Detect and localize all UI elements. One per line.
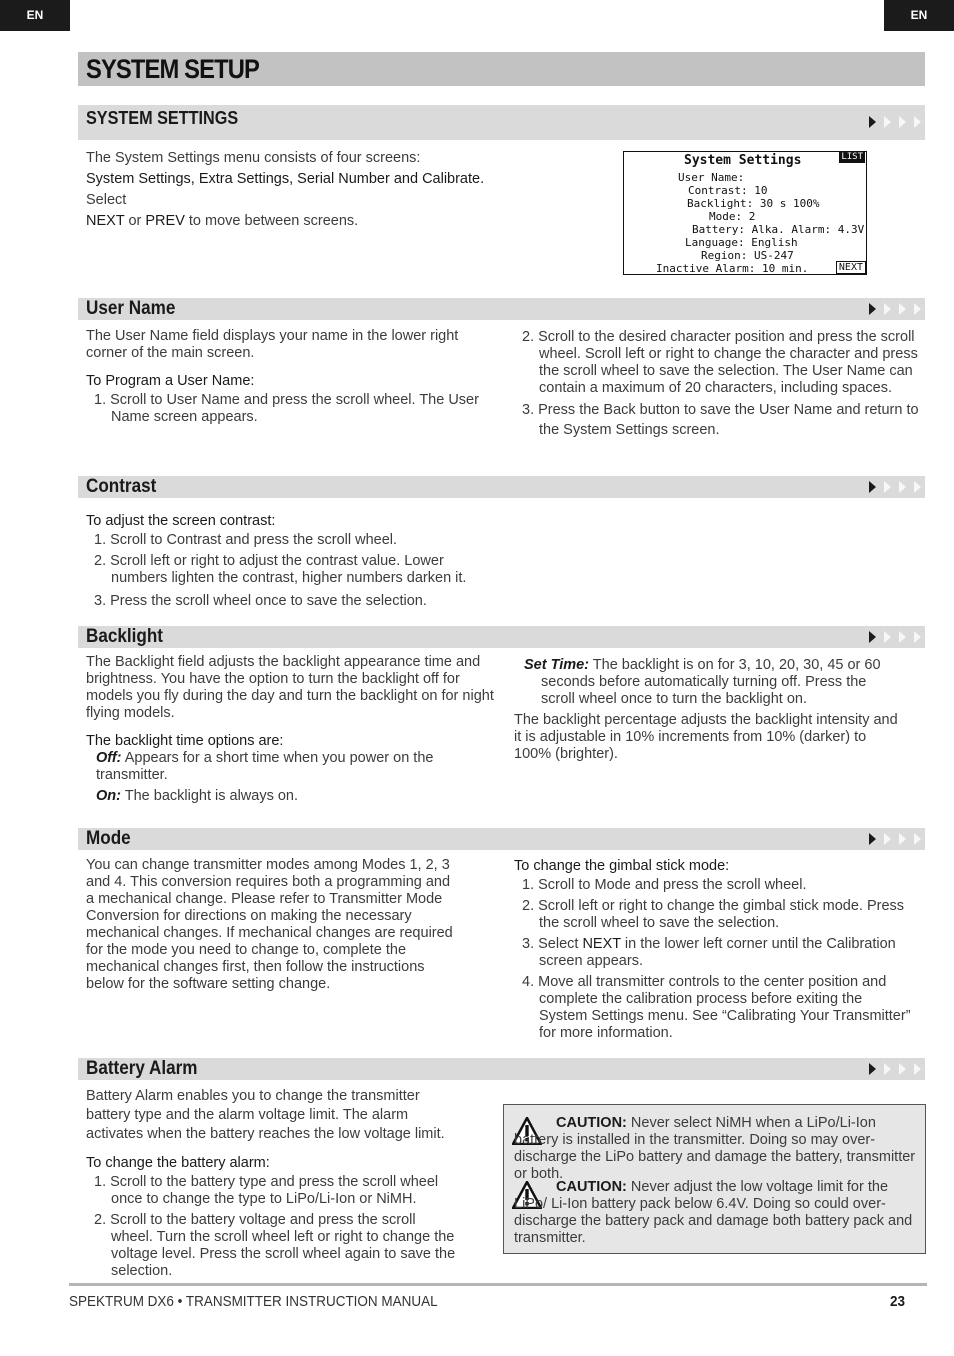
section-title-mode: Mode	[86, 828, 131, 849]
caution-text-2: CAUTION: Never adjust the low voltage limit for the LiPo/ Li-Ion battery pack below 6.4V. Doing so could over-discharge the battery pack and damage both battery pack and transmitter.	[514, 1179, 913, 1246]
arrow-icons	[869, 1063, 921, 1075]
page-title: SYSTEM SETUP	[86, 54, 259, 84]
screen-language: Language: English	[685, 236, 798, 249]
section-title-user-name: User Name	[86, 298, 176, 319]
section-title-battery-alarm: Battery Alarm	[86, 1058, 198, 1079]
screen-backlight: Backlight: 30 s 100%	[687, 197, 820, 210]
user-name-right: 2. Scroll to the desired character position and press the scroll wheel. Scroll left or right to change the character and press the scroll wheel to save the selection. The User Name can contain a maximum of 20 characters, including spaces. 3. Press the Back button to save the User Name and return to the System Settings screen.	[522, 329, 919, 438]
section-bar-user-name	[78, 298, 925, 320]
list-tag: LIST	[841, 152, 863, 162]
page-number: 23	[890, 1294, 906, 1310]
system-settings-screen	[623, 151, 867, 275]
mode-right: To change the gimbal stick mode: 1. Scroll to Mode and press the scroll wheel. 2. Scroll left or right to change the gimbal stick mode. Press the scroll wheel to save the selection. 3. Select NEXT in the lower left corner until the Calibration screen appears. 4. Move all transmitter controls to the center position and complete the calibration process before exiting the System Settings menu. See “Calibrating Your Transmitter” for more information.	[514, 858, 911, 1041]
screen-next-button: NEXT	[836, 261, 866, 274]
caution-text-1: CAUTION: Never select NiMH when a LiPo/Li-Ion battery is installed in the transmitter. Doing so may over-discharge the LiPo battery and damage the battery, transmitter or both.	[514, 1115, 916, 1182]
section-bar-battery-alarm	[78, 1058, 925, 1080]
footer-manual-title: SPEKTRUM DX6 • TRANSMITTER INSTRUCTION MANUAL	[69, 1294, 438, 1310]
screen-region: Region: US-247	[701, 249, 794, 262]
section-title-system-settings: SYSTEM SETTINGS	[86, 108, 239, 128]
footer-divider	[69, 1283, 927, 1286]
screen-contrast: Contrast: 10	[688, 184, 768, 197]
battery-alarm-left: Battery Alarm enables you to change the transmitter battery type and the alarm voltage limit. The alarm activates when the battery reaches the low voltage limit. To change the battery alarm: 1. Scroll to the battery type and press the scroll wheel once to change the type to LiPo/Li-Ion or NiMH. 2. Scroll to the battery voltage and press the scroll wheel. Turn the scroll wheel left or right to change the voltage level. Press the scroll wheel again to save the selection.	[86, 1088, 456, 1279]
backlight-left: The Backlight field adjusts the backlight appearance time and brightness. You have the option to turn the backlight off for models you fly during the day and turn the backlight on for night flying models. The backlight time options are: Off: Appears for a short time when you power on the transmitter. On: The backlight is always on.	[86, 654, 494, 804]
screen-inactive-alarm: Inactive Alarm: 10 min.	[656, 262, 809, 275]
arrow-icons	[869, 303, 921, 315]
arrow-icons	[869, 481, 921, 493]
screen-mode: Mode: 2	[709, 210, 756, 223]
caution-box	[503, 1104, 926, 1254]
backlight-right: Set Time: The backlight is on for 3, 10, 20, 30, 45 or 60 seconds before automatically turning off. Press the scroll wheel once to turn the backlight on. The backlight percentage adjusts the backlight intensity and it is adjustable in 10% increments from 10% (darker) to 100% (brighter).	[514, 657, 898, 762]
section-title-contrast: Contrast	[86, 476, 157, 497]
language-tab-left: EN	[0, 0, 70, 31]
section-bar-system-settings	[78, 105, 925, 140]
arrow-icons	[869, 631, 921, 643]
system-settings-text: The System Settings menu consists of four screens: System Settings, Extra Settings, Serial Number and Calibrate. Select NEXT or PREV to move between screens.	[86, 150, 485, 229]
section-bar-mode	[78, 828, 925, 850]
section-bar-contrast	[78, 476, 925, 498]
section-bar-backlight	[78, 626, 925, 648]
user-name-left: The User Name field displays your name in the lower right corner of the main screen. To Program a User Name: 1. Scroll to User Name and press the scroll wheel. The User Name screen appears.	[86, 328, 479, 425]
arrow-icons	[869, 833, 921, 845]
screen-header: System Settings	[684, 153, 802, 168]
section-title-backlight: Backlight	[86, 626, 163, 647]
language-tab-right: EN	[884, 0, 954, 31]
mode-left: You can change transmitter modes among Modes 1, 2, 3 and 4. This conversion requires both a programming and a mechanical change. Please refer to Transmitter Mode Conversion for directions on making the necessary mechanical changes. If mechanical changes are required for the mode you need to change to, complete the mechanical changes first, then follow the instructions below for the software setting change.	[86, 857, 453, 992]
screen-user-name: User Name:	[678, 171, 745, 184]
page-title-bar	[78, 52, 925, 86]
contrast-text: To adjust the screen contrast: 1. Scroll to Contrast and press the scroll wheel. 2. Scroll left or right to adjust the contrast value. Lower numbers lighten the contrast, higher numbers darken it. 3. Press the scroll wheel once to save the selection.	[86, 513, 467, 609]
screen-battery: Battery: Alka. Alarm: 4.3V	[692, 223, 865, 236]
arrow-icons	[869, 116, 921, 128]
